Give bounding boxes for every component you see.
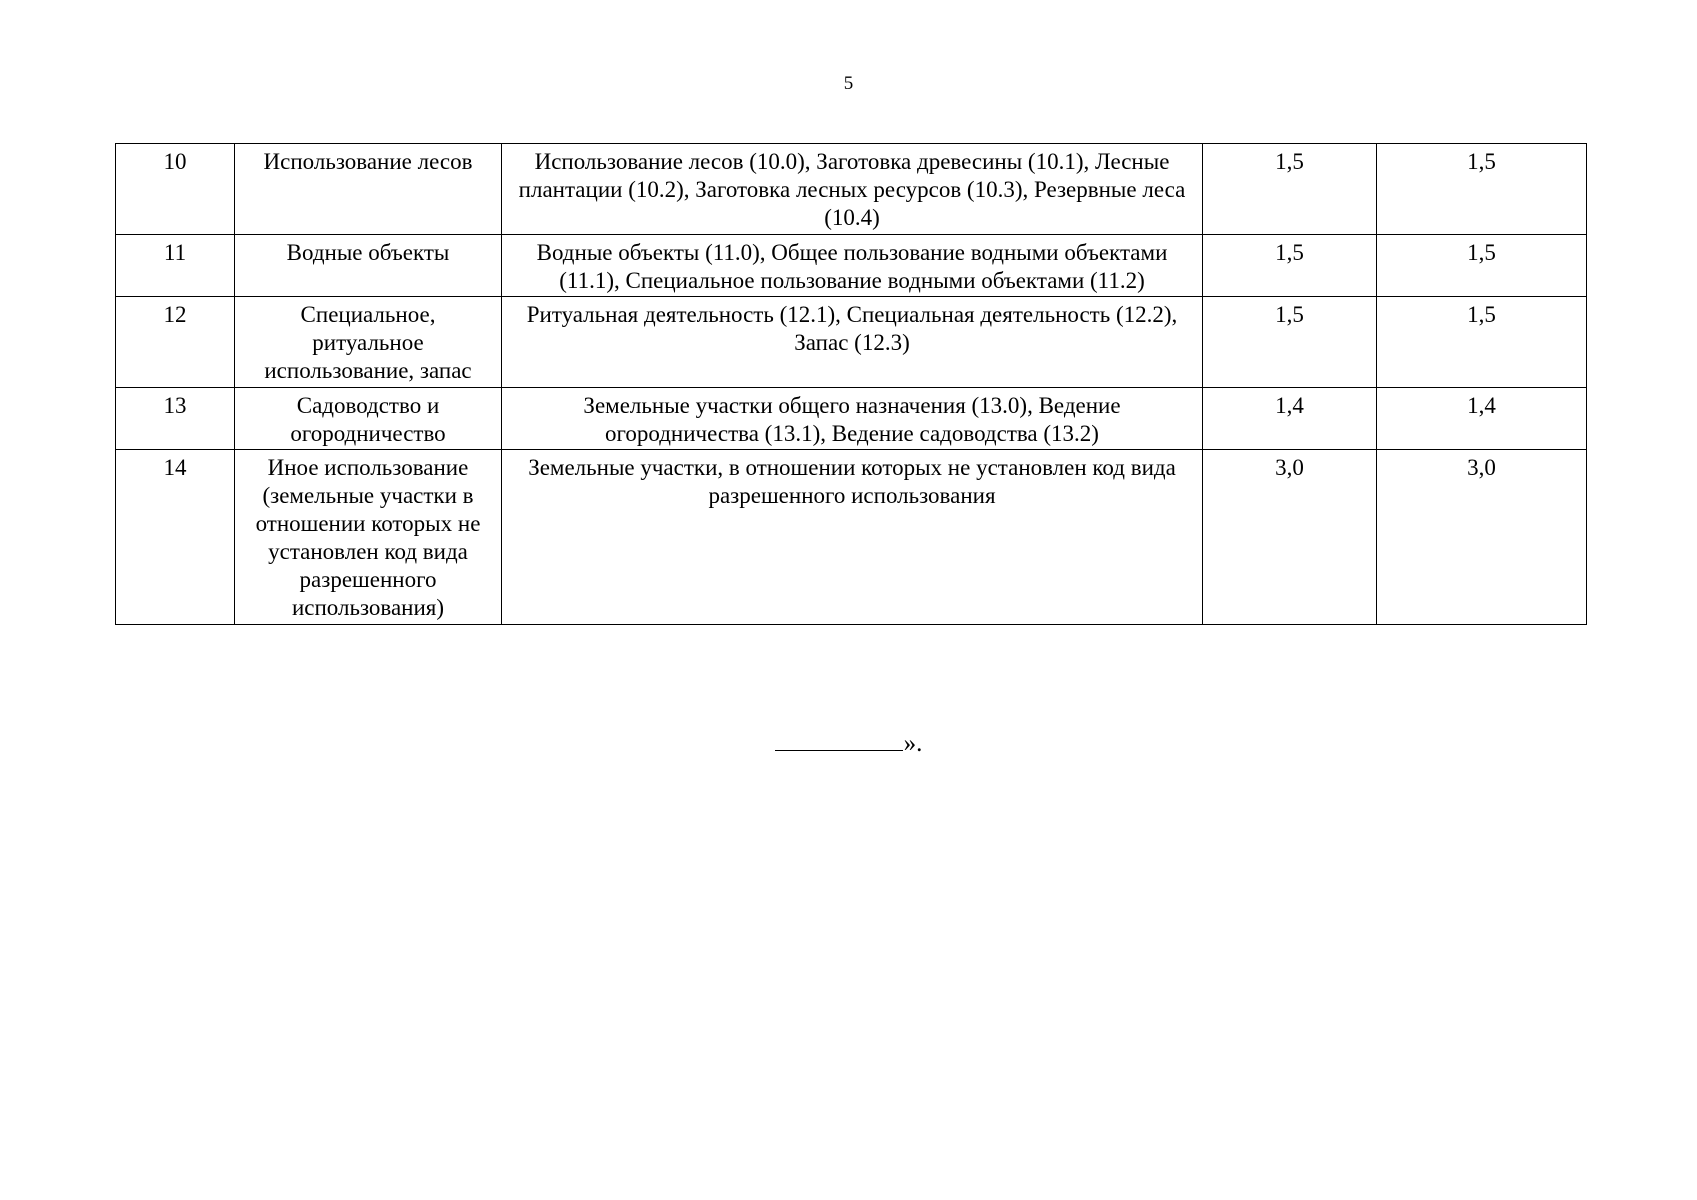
row-number: 14 — [116, 450, 235, 625]
coefficient-value-2: 1,5 — [1377, 297, 1587, 388]
land-use-description: Ритуальная деятельность (12.1), Специальная деятельность (12.2), Запас (12.3) — [502, 297, 1203, 388]
closing-mark — [0, 723, 1697, 760]
closing-quote: ». — [903, 730, 923, 757]
land-use-name: Иное использование (земельные участки в отношении которых не установлен код вида разрешенного использования) — [235, 450, 502, 625]
row-number: 12 — [116, 297, 235, 388]
table-row — [116, 450, 1587, 625]
land-use-name: Использование лесов — [235, 144, 502, 235]
table-row — [116, 388, 1587, 450]
row-number: 11 — [116, 235, 235, 297]
table-row — [116, 297, 1587, 388]
land-use-name: Водные объекты — [235, 235, 502, 297]
table-row — [116, 144, 1587, 235]
coefficient-value-1: 1,5 — [1203, 144, 1377, 235]
land-use-name: Специальное, ритуальное использование, запас — [235, 297, 502, 388]
coefficient-value-1: 1,5 — [1203, 235, 1377, 297]
coefficient-value-1: 3,0 — [1203, 450, 1377, 625]
land-use-description: Использование лесов (10.0), Заготовка древесины (10.1), Лесные плантации (10.2), Заготовка лесных ресурсов (10.3), Резервные леса (10.4) — [502, 144, 1203, 235]
land-use-description: Водные объекты (11.0), Общее пользование водными объектами (11.1), Специальное пользование водными объектами (11.2) — [502, 235, 1203, 297]
coefficient-value-2: 3,0 — [1377, 450, 1587, 625]
table-row — [116, 235, 1587, 297]
closing-underline — [775, 723, 903, 751]
coefficient-value-2: 1,5 — [1377, 144, 1587, 235]
land-use-description: Земельные участки общего назначения (13.0), Ведение огородничества (13.1), Ведение садоводства (13.2) — [502, 388, 1203, 450]
page-number: 5 — [843, 73, 854, 94]
row-number: 10 — [116, 144, 235, 235]
coefficients-table — [115, 143, 1587, 625]
coefficient-value-1: 1,4 — [1203, 388, 1377, 450]
coefficient-value-1: 1,5 — [1203, 297, 1377, 388]
land-use-name: Садоводство и огородничество — [235, 388, 502, 450]
coefficient-value-2: 1,5 — [1377, 235, 1587, 297]
land-use-description: Земельные участки, в отношении которых не установлен код вида разрешенного использования — [502, 450, 1203, 625]
coefficient-value-2: 1,4 — [1377, 388, 1587, 450]
row-number: 13 — [116, 388, 235, 450]
